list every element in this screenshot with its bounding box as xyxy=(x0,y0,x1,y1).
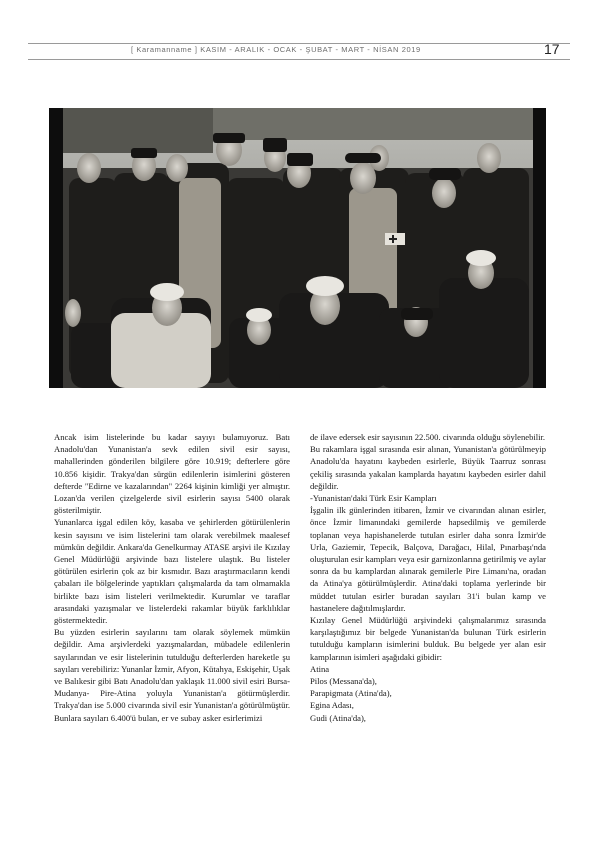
article-column-left xyxy=(54,431,290,724)
paragraph: Bu rakamlara işgal sırasında esir alınan, Yunanistan'a götürülmeyip Anadolu'da hayatını kaybeden esirlerle, Büyük Taarruz sonrası çekiliş sırasında yakalan kamplarda hayatını kaybeden esirler dahil değildir. xyxy=(310,444,546,491)
camp-list-item: Pilos (Messana'da), xyxy=(310,676,377,687)
article-column-right xyxy=(310,431,546,724)
running-header: [ Karamanname ] KASIM - ARALIK - OCAK - ŞUBAT - MART - NİSAN 2019 xyxy=(131,45,421,54)
paragraph: Yunanlarca işgal edilen köy, kasaba ve şehirlerden götürülenlerin kesin sayısını ve isim listelerini tam olarak verebilmek maalesef mümkün değildir. Ankara'da Genelkurmay ATASE arşivi ile Kızılay Genel Müdürlüğü arşivinde bazı listelere ulaştık. Bu listeler götürülen esirlerin çok az bir kısmıdır. Bazı araştırmacıların kendi çabaları ile bölgelerinde yaptıkları çalışmalarda da tam olmamakla birlikte bazı isim listeleri verilmektedir. Kurumlar ve taraflar arasındaki yazışmalar ve listelerdeki rakamlar büyük farklılıklar göstermektedir. xyxy=(54,517,290,626)
paragraph: Kızılay Genel Müdürlüğü arşivindeki çalışmalarımız sırasında karşılaştığımız bir belgede Yunanistan'da bulunan Türk esirlerin tutulduğu kampların isimlerini bulduk. Bu belgede yer alan esir kamplarının isimleri aşağıdaki gibidir: xyxy=(310,615,546,662)
camp-list-item: Atina xyxy=(310,663,330,674)
page-number: 17 xyxy=(544,41,560,57)
paragraph: Bu yüzden esirlerin sayılarını tam olarak söylemek mümkün değildir. Ama arşivlerdeki yazışmalardan, mübadele edilenlerin sayılarından ve esir listelerinin tutulduğu defterlerden hareketle şu sayıları verebiliriz: Yunanlar İzmir, Afyon, Kütahya, Eskişehir, Uşak ve Balıkesir gibi Batı Anadolu'dan yaklaşık 11.000 sivil esiri Bursa- Mudanya- Pire-Atina yoluyla Yunanistan'a götürmüşlerdir. Trakya'dan ise 5.000 civarında sivil esir Yunanistan'a götürülmüştür. Bunlara sayıları 6.400'ü bulan, er ve subay asker esirlerimizi xyxy=(54,627,290,723)
photo-image-icon xyxy=(49,108,546,388)
header-bottom-rule xyxy=(28,59,570,60)
historical-group-photo xyxy=(49,108,546,388)
paragraph: İşgalin ilk günlerinden itibaren, İzmir ve civarından alınan esirler, önce İzmir limanındaki gemilerde hapsedilmiş ve gemilerde toplanan veya hapishanelerde tutulan esirler daha sonra İzmir'de Urla, Gaziemir, Tepecik, Balçova, Darağacı, Hilal, Pınarbaşı'nda oluşturulan esir kampları veya esir garnizonlarına getirilmiş ve aylar sonra da bu kamplardan alınarak gemilerle Pire Limanı'na, oradan da Atina'ya götürülmüşlerdir. Atina'daki toplama yerlerinde bir müddet tutulan esirler buradan sayıları 31'i bulan kamp ve hastanelere dağıtılmışlardır. xyxy=(310,505,546,613)
camp-list-item: Gudi (Atina'da), xyxy=(310,712,366,723)
camp-list-item: Egina Adası, xyxy=(310,700,354,711)
header-top-rule xyxy=(28,43,570,44)
paragraph: Ancak isim listelerinde bu kadar sayıyı bulamıyoruz. Batı Anadolu'dan Yunanistan'a sevk edilen sivil esir sayısı, mahallerinden gönderilen bilgilere göre 10.919; defterlere göre 10.856 kişidir. Trakya'dan sürgün edilenlerin isimlerini gösteren defterde "Edirne ve kazalarından" 2264 kişinin kimliği yer almıştır. Lozan'da verilen çizelgelerde sivil esirlerin sayısı 5400 olarak gösterilmiştir. xyxy=(54,432,290,516)
camp-list-item: Parapigmata (Atina'da), xyxy=(310,688,392,699)
section-heading: -Yunanistan'daki Türk Esir Kampları xyxy=(310,493,437,504)
paragraph: de ilave edersek esir sayısının 22.500. civarında olduğu söylenebilir. xyxy=(310,432,546,442)
